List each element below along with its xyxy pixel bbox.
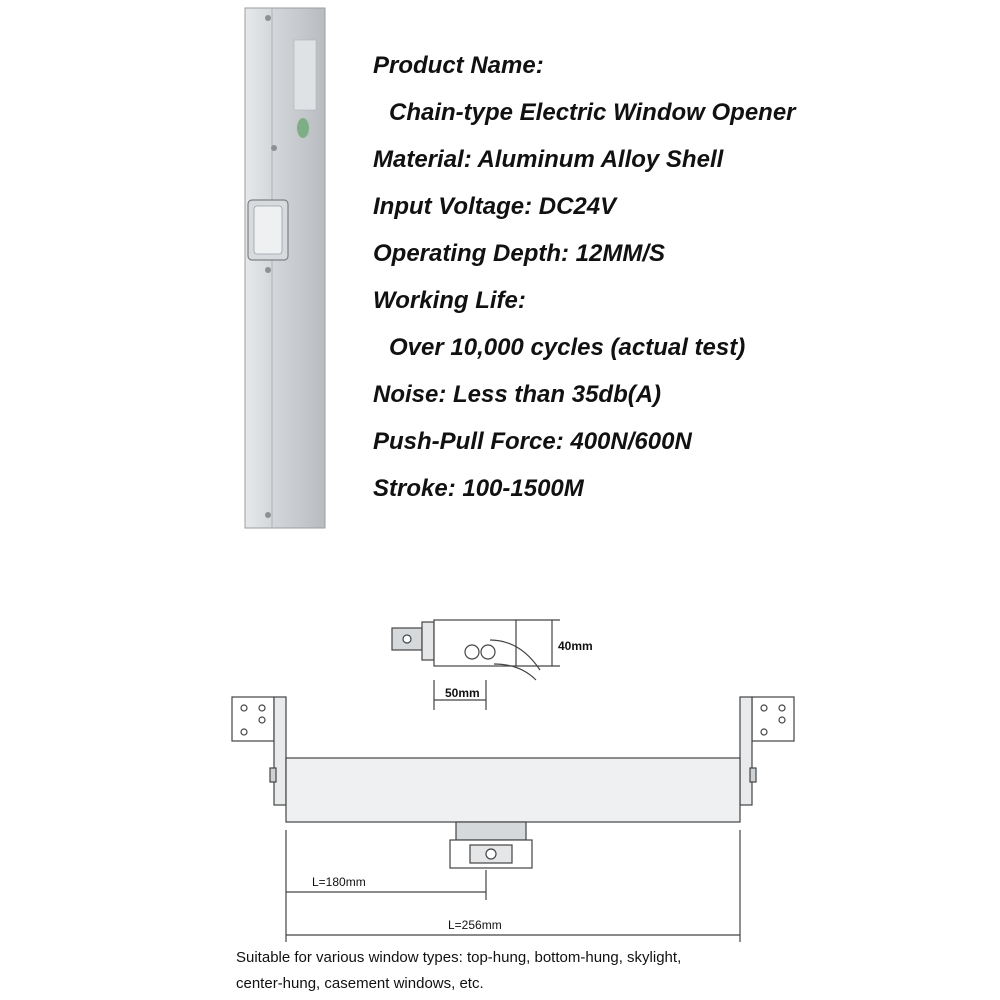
short-length-label: L=180mm [312,875,366,889]
right-bracket [740,697,794,805]
spec-line: Input Voltage: DC24V [373,193,617,220]
spec-line: Product Name: [373,52,544,79]
width-dimension-label: 50mm [445,686,480,700]
spec-line: Noise: Less than 35db(A) [373,381,662,408]
caption-line-1: Suitable for various window types: top-hung, bottom-hung, skylight, [236,949,682,966]
chain-outlet [450,822,532,868]
actuator-housing [286,758,740,822]
spec-line: Push-Pull Force: 400N/600N [373,428,692,455]
technical-drawing [0,600,1000,945]
spec-line: Chain-type Electric Window Opener [389,99,796,126]
caption-line-2: center-hung, casement windows, etc. [236,975,484,992]
spec-line: Operating Depth: 12MM/S [373,240,666,267]
height-dimension-label: 40mm [558,639,593,653]
spec-line: Stroke: 100-1500M [373,475,584,502]
spec-line: Over 10,000 cycles (actual test) [389,334,746,361]
caption [236,945,996,997]
spec-list [373,42,993,512]
product-photo [230,0,340,540]
long-length-label: L=256mm [448,918,502,932]
spec-line: Material: Aluminum Alloy Shell [373,146,724,173]
left-bracket [232,697,286,805]
spec-line: Working Life: [373,287,526,314]
